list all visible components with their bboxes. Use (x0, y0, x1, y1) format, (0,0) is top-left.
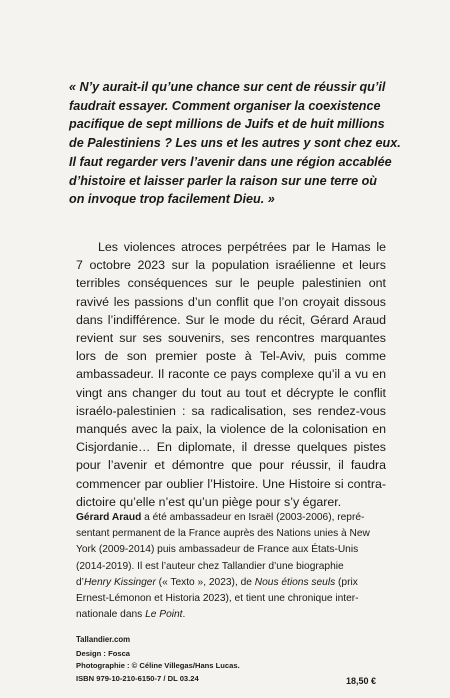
summary-line: vingt ans changer du tout au tout et décrypte le conflit (76, 385, 386, 400)
bio-text: a été ambassadeur en Israël (2003-2006), repré- (141, 512, 365, 523)
quote-line: on invoque trop facilement Dieu. » (69, 192, 275, 207)
publisher-credits (76, 634, 240, 685)
book-summary (76, 238, 386, 511)
isbn: ISBN 979-10-210-6150-7 / DL 03.24 (76, 673, 199, 683)
author-bio (76, 510, 388, 623)
bio-line (76, 510, 388, 526)
summary-line: terribles conséquences sur le peuple palestinien ont (76, 276, 386, 291)
book-title: Henry Kissinger (83, 576, 156, 588)
bio-line: Ernest-Lémonon et Historia 2023), et tient une chronique inter- (76, 593, 359, 605)
author-name: Gérard Araud (76, 512, 142, 523)
bio-line: (2014-2019). Il est l’auteur chez Tallandier d’une biographie (76, 560, 344, 572)
summary-line: revient sur ses souvenirs, ses rencontres marquantes (76, 331, 386, 346)
bio-text: d’ (76, 576, 84, 588)
summary-line: dictoire qu’elle n’est qu’un piège pour s’y égarer. (76, 494, 342, 509)
quote-line: de Palestiniens ? Les uns et les autres y sont chez eux. (69, 136, 401, 151)
summary-line: manqués avec la paix, la violence de la colonisation en (76, 422, 386, 437)
bio-text: (prix (335, 576, 358, 588)
photo-credit: Photographie : © Céline Villegas/Hans Lucas. (76, 661, 240, 671)
summary-line: commencer par oublier l’Histoire. Une Histoire si contra- (76, 476, 386, 491)
publication-title: Le Point (145, 609, 183, 621)
quote-line: pacifique de sept millions de Juifs et de huit millions (69, 117, 385, 132)
bio-line: sentant permanent de la France auprès des Nations unies à New (76, 528, 370, 540)
book-title: Nous étions seuls (254, 576, 336, 588)
bio-line (76, 607, 388, 623)
bio-text: nationale dans (76, 609, 146, 621)
quote-line: « N’y aurait-il qu’une chance sur cent de réussir qu’il (69, 80, 386, 94)
summary-line: dans l’indifférence. Sur le mode du récit, Gérard Araud (76, 312, 386, 327)
summary-line: pour l’avenir et démontre que pour réussir, il faudra (76, 458, 386, 473)
summary-line: lors de son premier poste à Tel-Aviv, puis comme (76, 349, 386, 364)
bio-line (76, 575, 388, 591)
bio-text: (« Texto », 2023), de (155, 576, 255, 588)
quote-line: faudrait essayer. Comment organiser la coexistence (69, 98, 381, 113)
summary-line: ambassadeur. Il raconte ce pays complexe qu’il a vu en (76, 367, 386, 382)
summary-line: ravivé les passions d’un conflit que l’on croyait dissous (76, 294, 386, 309)
bio-line: York (2009-2014) puis ambassadeur de France aux États-Unis (76, 544, 359, 556)
summary-line: Les violences atroces perpétrées par le Hamas le (98, 240, 386, 254)
summary-line: 7 octobre 2023 sur la population israélienne et leurs (76, 258, 386, 273)
bio-text: . (182, 609, 186, 621)
summary-line: israélo-palestinien : sa radicalisation, ses rendez-vous (76, 403, 386, 418)
summary-line: Cisjordanie… En diplomate, il dresse quelques pistes (76, 440, 386, 455)
design-credit: Design : Fosca (76, 649, 131, 659)
quote-line: Il faut regarder vers l’avenir dans une région accablée (69, 154, 392, 169)
price: 18,50 € (346, 676, 377, 686)
publisher-website: Tallandier.com (76, 635, 131, 644)
quote-line: d’histoire et laisser parler la raison sur une terre où (69, 173, 377, 188)
pull-quote (69, 78, 401, 209)
